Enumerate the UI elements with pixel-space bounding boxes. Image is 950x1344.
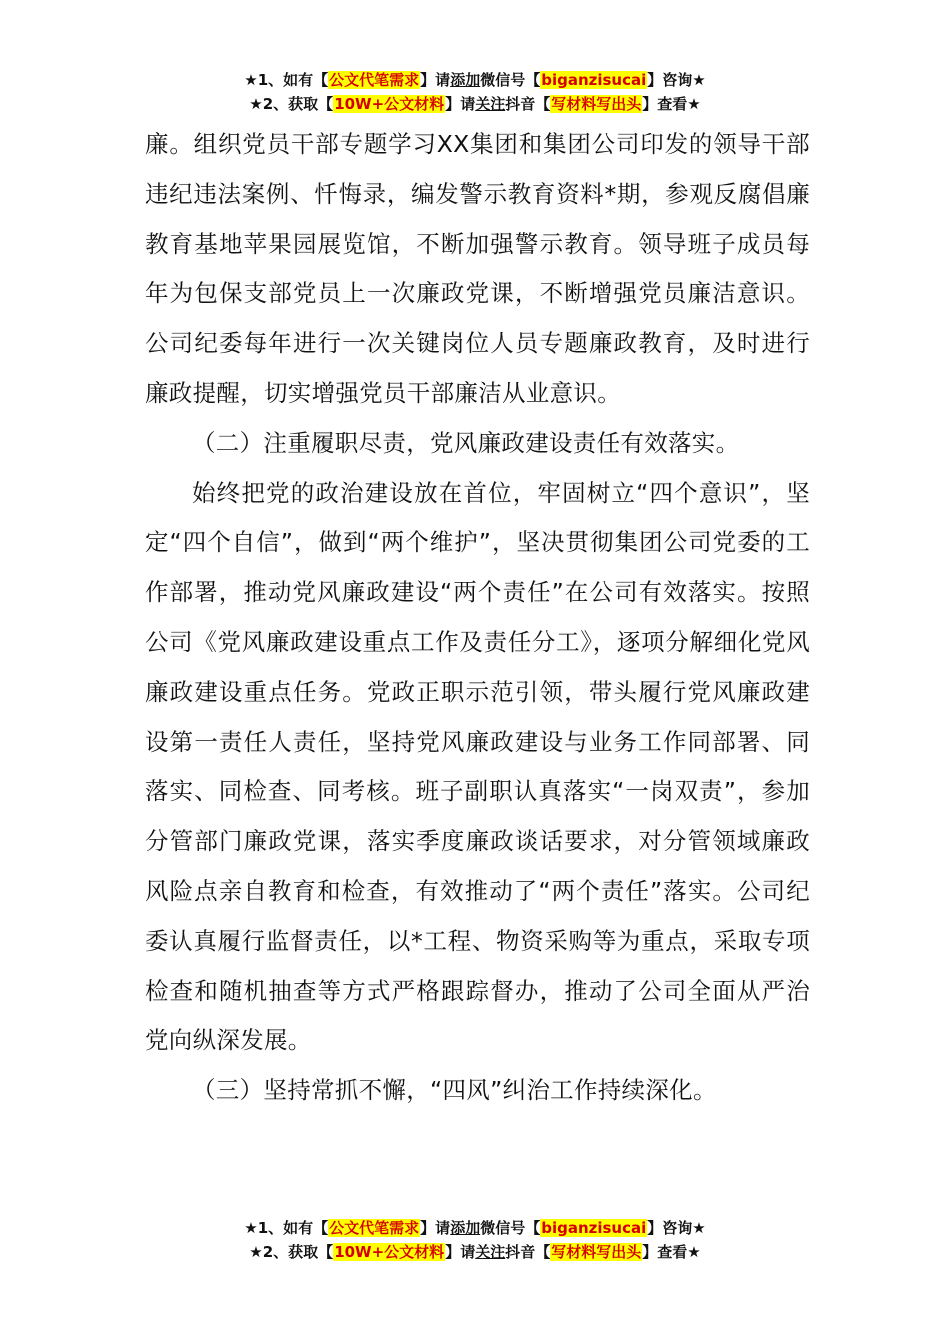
section-heading-2: （二）注重履职尽责，党风廉政建设责任有效落实。 [192,428,740,457]
paragraph-body: 始终把党的政治建设放在首位，牢固树立“四个意识”，坚定“四个自信”，做到“两个维护”，坚决贯彻集团公司党委的工作部署，推动党风廉政建设“两个责任”在公司有效落实。按照公司《党风廉政建设重点工作及责任分工》，逐项分解细化党风廉政建设重点任务。党政正职示范引领，带头履行党风廉政建设第一责任人责任，坚持党风廉政建设与业务工作同部署、同落实、同检查、同考核。班子副职认真落实“一岗双责”，参加分管部门廉政党课，落实季度廉政谈话要求，对分管领域廉政风险点亲自教育和检查，有效推动了“两个责任”落实。公司纪委认真履行监督责任，以*工程、物资采购等为重点，采取专项检查和随机抽查等方式严格跟踪督办，推动了公司全面从严治党向纵深发展。 [145,478,810,1055]
banner-line-1: ★1、如有【公文代笔需求】请添加微信号【biganzisucai】咨询★ [244,71,706,89]
highlight-wechat-id: biganzisucai [541,71,647,89]
header-banner [0,68,950,116]
highlight-douyin-account: 写材料写出头 [551,1243,642,1261]
footer-banner [0,1216,950,1264]
banner-line-1: ★1、如有【公文代笔需求】请添加微信号【biganzisucai】咨询★ [244,1219,706,1237]
highlight-ghostwriting: 公文代笔需求 [329,1219,420,1237]
highlight-wechat-id: biganzisucai [541,1219,647,1237]
highlight-douyin-account: 写材料写出头 [551,95,642,113]
paragraph-continued: 廉。组织党员干部专题学习XX集团和集团公司印发的领导干部违纪违法案例、忏悔录，编发警示教育资料*期，参观反腐倡廉教育基地苹果园展览馆，不断加强警示教育。领导班子成员每年为包保支部党员上一次廉政党课，不断增强党员廉洁意识。公司纪委每年进行一次关键岗位人员专题廉政教育，及时进行廉政提醒，切实增强党员干部廉洁从业意识。 [145,130,810,407]
section-heading-3: （三）坚持常抓不懈，“四风”纠治工作持续深化。 [192,1076,717,1105]
highlight-ghostwriting: 公文代笔需求 [329,71,420,89]
banner-line-2: ★2、获取【10W+公文材料】请关注抖音【写材料写出头】查看★ [249,95,701,113]
document-body [145,120,810,1116]
banner-line-2: ★2、获取【10W+公文材料】请关注抖音【写材料写出头】查看★ [249,1243,701,1261]
highlight-materials: 10W+公文材料 [334,1243,445,1261]
highlight-materials: 10W+公文材料 [334,95,445,113]
